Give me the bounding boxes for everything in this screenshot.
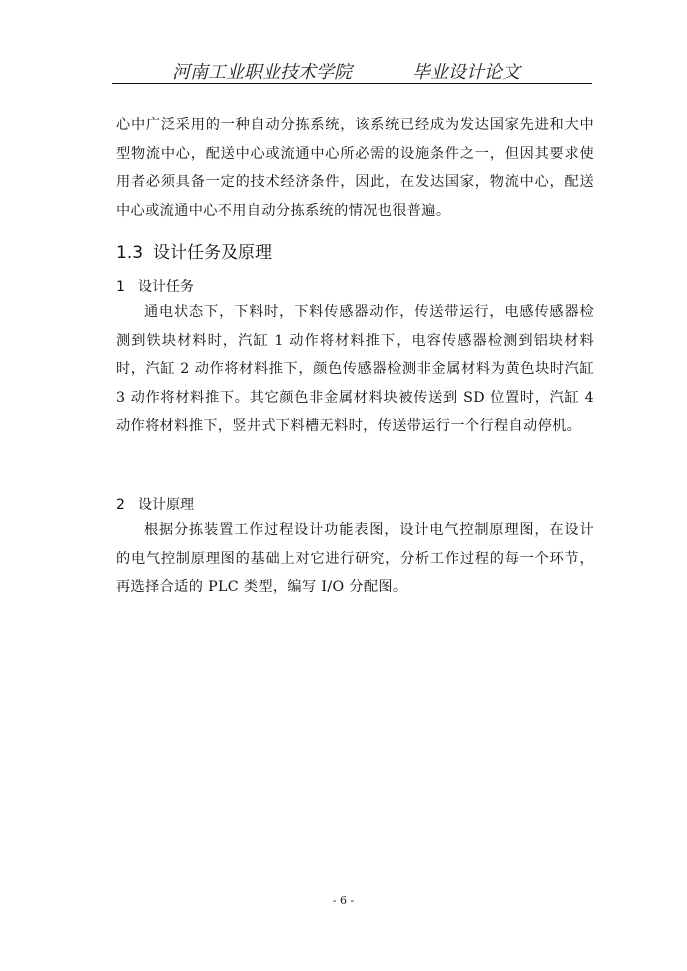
page-header — [112, 58, 592, 82]
subsection-title: 设计任务 — [138, 279, 194, 295]
intro-paragraph: 心中广泛采用的一种自动分拣系统，该系统已经成为发达国家先进和大中型物流中心，配送中心或流通中心所必需的设施条件之一，但因其要求使用者必须具备一定的技术经济条件，因此，在发达国家，物流中心，配送中心或流通中心不用自动分拣系统的情况也很普遍。 — [116, 117, 594, 219]
section-heading — [116, 238, 272, 263]
subsection-number: 2 — [116, 497, 125, 513]
header-school-name: 河南工业职业技术学院 — [172, 62, 352, 83]
subsection-heading-task — [116, 276, 194, 296]
section-title: 设计任务及原理 — [153, 243, 273, 263]
page-number: - 6 - — [332, 894, 355, 907]
principle-paragraph: 根据分拣装置工作过程设计功能表图，设计电气控制原理图，在设计的电气控制原理图的基础上对它进行研究，分析工作过程的每一个环节，再选择合适的 PLC 类型，编写 I/O 分配图。 — [116, 522, 594, 595]
section-number: 1.3 — [116, 243, 144, 263]
subsection-title: 设计原理 — [138, 497, 194, 513]
header-document-type: 毕业设计论文 — [412, 62, 520, 83]
subsection-heading-principle — [116, 494, 194, 514]
task-paragraph: 通电状态下，下料时，下料传感器动作，传送带运行，电感传感器检测到铁块材料时，汽缸 1 动作将材料推下，电容传感器检测到铝块材料时，汽缸 2 动作将材料推下，颜色传感器检测非金属材料为黄色块时汽缸 3 动作将材料推下。其它颜色非金属材料块被传送到 SD 位置时，汽缸 4 动作将材料推下，竖井式下料槽无料时，传送带运行一个行程自动停机。 — [116, 304, 594, 434]
subsection-number: 1 — [116, 279, 125, 295]
header-divider — [112, 83, 592, 84]
